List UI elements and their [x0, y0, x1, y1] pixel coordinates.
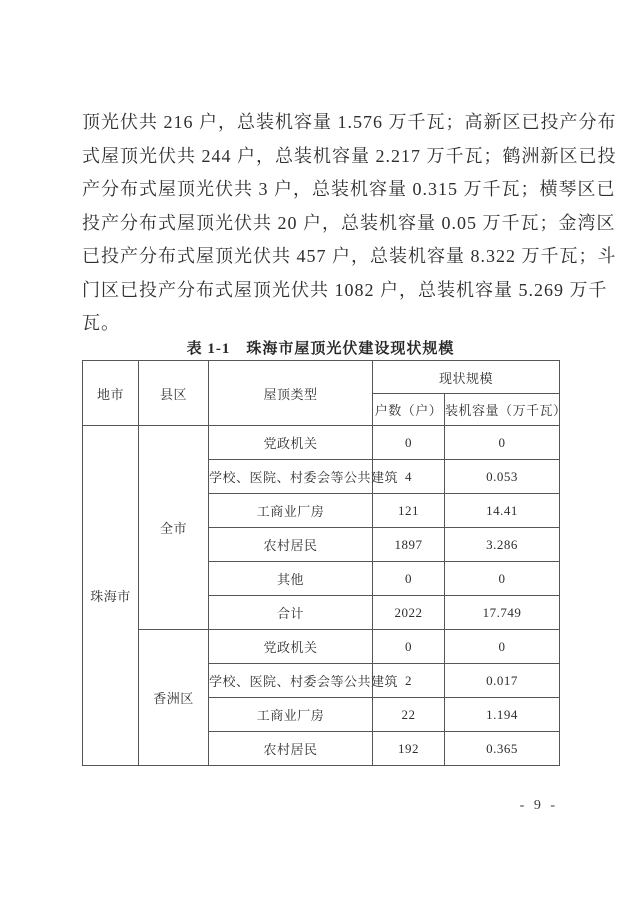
cell-households: 0 — [373, 426, 445, 460]
header-scale-group: 现状规模 — [373, 361, 560, 394]
header-roof-type: 屋顶类型 — [209, 361, 373, 426]
cell-roof-type: 合计 — [209, 596, 373, 630]
paragraph-line: 已投产分布式屋顶光伏共 457 户，总装机容量 8.322 万千瓦；斗 — [82, 246, 617, 266]
cell-roof-type: 党政机关 — [209, 630, 373, 664]
cell-households: 2 — [373, 664, 445, 698]
cell-roof-type: 学校、医院、村委会等公共建筑 — [209, 664, 373, 698]
pv-status-table — [82, 360, 567, 766]
cell-households: 0 — [373, 562, 445, 596]
paragraph-line: 投产分布式屋顶光伏共 20 户，总装机容量 0.05 万千瓦；金湾区 — [82, 212, 616, 233]
header-capacity: 装机容量（万千瓦） — [445, 394, 560, 426]
cell-city: 珠海市 — [83, 426, 139, 766]
cell-households: 0 — [373, 630, 445, 664]
header-households: 户数（户） — [373, 394, 445, 426]
table-row — [83, 630, 560, 664]
cell-capacity: 0 — [445, 426, 560, 460]
paragraph-line: 瓦。 — [82, 313, 120, 333]
cell-roof-type: 其他 — [209, 562, 373, 596]
table-title: 表 1-1 珠海市屋顶光伏建设现状规模 — [186, 341, 455, 357]
body-paragraph — [82, 106, 617, 341]
cell-capacity: 3.286 — [445, 528, 560, 562]
cell-capacity: 0.365 — [445, 732, 560, 766]
cell-capacity: 0.053 — [445, 460, 560, 494]
header-city: 地市 — [83, 361, 139, 426]
cell-district: 香洲区 — [139, 630, 209, 766]
paragraph-line: 门区已投产分布式屋顶光伏共 1082 户，总装机容量 5.269 万千 — [82, 279, 608, 300]
cell-households: 4 — [373, 460, 445, 494]
cell-capacity: 0 — [445, 630, 560, 664]
cell-households: 1897 — [373, 528, 445, 562]
cell-roof-type: 农村居民 — [209, 528, 373, 562]
cell-roof-type: 学校、医院、村委会等公共建筑 — [209, 460, 373, 494]
cell-roof-type: 工商业厂房 — [209, 494, 373, 528]
cell-capacity: 14.41 — [445, 494, 560, 528]
cell-district: 全市 — [139, 426, 209, 630]
cell-roof-type: 农村居民 — [209, 732, 373, 766]
paragraph-line: 产分布式屋顶光伏共 3 户，总装机容量 0.315 万千瓦；横琴区已 — [82, 179, 616, 199]
table-row — [83, 426, 560, 460]
cell-households: 2022 — [373, 596, 445, 630]
paragraph-line: 式屋顶光伏共 244 户，总装机容量 2.217 万千瓦；鹤洲新区已投 — [82, 145, 617, 166]
cell-roof-type: 党政机关 — [209, 426, 373, 460]
paragraph-line: 顶光伏共 216 户，总装机容量 1.576 万千瓦；高新区已投产分布 — [82, 112, 617, 132]
cell-capacity: 17.749 — [445, 596, 560, 630]
page-number: - 9 - — [519, 798, 558, 813]
cell-households: 192 — [373, 732, 445, 766]
cell-households: 121 — [373, 494, 445, 528]
cell-roof-type: 工商业厂房 — [209, 698, 373, 732]
cell-capacity: 0 — [445, 562, 560, 596]
header-district: 县区 — [139, 361, 209, 426]
cell-capacity: 1.194 — [445, 698, 560, 732]
cell-capacity: 0.017 — [445, 664, 560, 698]
cell-households: 22 — [373, 698, 445, 732]
